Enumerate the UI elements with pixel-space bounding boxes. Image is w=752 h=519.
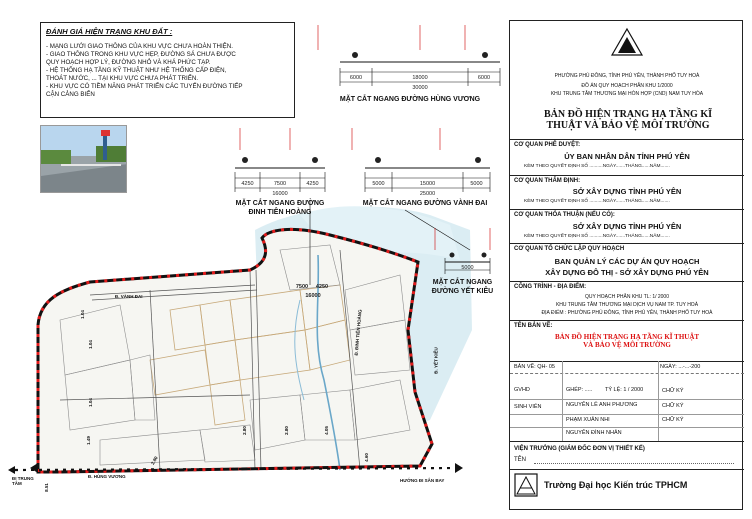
section-label-hung-vuong: MẶT CẮT NGANG ĐƯỜNG HÙNG VƯƠNG [339, 96, 481, 103]
org-value-2: XÂY DỰNG ĐÔ THỊ - SỞ XÂY DỰNG PHÚ YÊN [545, 268, 709, 277]
student-name-2: PHẠM XUÂN NHI [566, 417, 610, 423]
vd-dim-3: 5000 [470, 181, 483, 187]
sign-label: CHỮ KÝ [662, 403, 684, 409]
section-label-yet-kieu [420, 278, 505, 296]
student-name-3: NGUYỄN ĐÌNH NHÂN [566, 430, 622, 436]
row-separator [510, 441, 744, 442]
row-separator [510, 361, 744, 362]
th-dim-3: 4250 [306, 181, 319, 187]
row-separator [510, 139, 744, 140]
row-separator [510, 414, 744, 415]
section-label-vanh-dai: MẶT CẮT NGANG ĐƯỜNG VÀNH ĐAI [362, 200, 488, 207]
org-value-1: BAN QUẢN LÝ CÁC DỰ ÁN QUY HOẠCH [554, 257, 700, 266]
section-label-tien-hoang-1: MẶT CẮT NGANG ĐƯỜNG [235, 200, 325, 207]
lot-code: 2.80 [150, 455, 159, 466]
map-dim-7500: 7500 [295, 284, 309, 290]
col-separator [658, 361, 659, 441]
th-dim-total: 16000 [272, 191, 288, 197]
lot-code: 4.60 [363, 453, 369, 462]
ghep-label: GHÉP: ..... [566, 387, 593, 393]
row-separator [510, 373, 744, 374]
section-label-tien-hoang-2: ĐINH TIÊN HOÀNG [248, 209, 312, 216]
approve-label: CƠ QUAN PHÊ DUYỆT: [514, 142, 581, 148]
row-separator [510, 320, 744, 321]
section-label-yet-kieu-2: ĐƯỜNG YẾT KIÊU [431, 288, 494, 295]
hv-dim-total: 30000 [412, 85, 428, 91]
emblem-icon [610, 27, 644, 57]
sign-label: CHỮ KÝ [662, 388, 684, 394]
hv-dim-3: 6000 [477, 75, 491, 81]
road-label-hung-vuong: Đ. HÙNG VƯƠNG [88, 474, 126, 479]
road-label-vanh-dai: Đ. VÀNH ĐAI [115, 294, 143, 299]
lot-code: 2.80 [241, 426, 247, 435]
th-dim-1: 4250 [241, 181, 254, 187]
sign-label: CHỮ KÝ [662, 417, 684, 423]
lot-code: 4.05 [323, 426, 329, 435]
row-separator [510, 469, 744, 470]
drawing-label: TÊN BẢN VẼ: [514, 323, 553, 329]
lot-code: 2.80 [283, 426, 289, 435]
yk-dim-1: 5000 [461, 265, 474, 271]
project-label: CÔNG TRÌNH - ĐỊA ĐIỂM: [514, 284, 587, 290]
section-label-tien-hoang [220, 199, 340, 217]
header-area: KHU TRUNG TÂM THƯƠNG MẠI HÒN HỢP (CND) NAM TUY HÒA [550, 91, 704, 97]
student-name-1: NGUYỄN LÊ ANH PHƯƠNG [566, 402, 638, 408]
sheet-date: NGÀY: ...-...-200 [660, 364, 701, 370]
lot-code: 1.04 [79, 310, 85, 319]
sheet-number: BẢN VẼ: QH- 05 [514, 364, 555, 370]
project-line-3: ĐỊA ĐIỂM : PHƯỜNG PHÚ ĐÔNG, TỈNH PHÚ YÊN, THÀNH PHỐ TUY HOÀ [541, 310, 713, 316]
street-photo-image [41, 126, 127, 193]
agree-sub: KÈM THEO QUYẾT ĐỊNH SỐ ..........NGÀY.......THÁNG......NĂM....... [524, 234, 670, 239]
assessment-title: ĐÁNH GIÁ HIỆN TRẠNG KHU ĐẤT : [46, 27, 173, 36]
row-separator [510, 427, 744, 428]
drawing-title-1: BẢN ĐỒ HIỆN TRẠNG HẠ TẦNG KĨ THUẬT [554, 333, 700, 341]
row-separator [510, 209, 744, 210]
vd-dim-total: 25000 [419, 191, 436, 197]
th-dim-2: 7500 [273, 181, 287, 187]
appraise-sub: KÈM THEO QUYẾT ĐỊNH SỐ ..........NGÀY.......THÁNG......NĂM....... [524, 199, 670, 204]
assessment-box [40, 22, 295, 118]
project-line-1: QUY HOẠCH PHÂN KHU TL: 1/ 2000 [584, 294, 669, 300]
agree-label: CƠ QUAN THỎA THUẬN (NẾU CÓ): [514, 212, 615, 218]
dean-name-line [534, 463, 734, 464]
hv-dim-2: 18000 [412, 75, 428, 81]
row-separator [510, 399, 744, 400]
title-block [509, 20, 743, 510]
map-dim-16000: 16000 [305, 293, 321, 299]
section-label-yet-kieu-1: MẶT CẮT NGANG [432, 279, 493, 286]
drawing-title-2: VÀ BẢO VỆ MÔI TRƯỜNG [583, 341, 671, 349]
map-dim-4250: 4250 [315, 284, 329, 290]
row-separator [510, 281, 744, 282]
gvhd-label: GVHD [514, 387, 530, 393]
hv-dim-1: 6000 [349, 75, 363, 81]
student-label: SINH VIÊN [514, 404, 542, 410]
assessment-line: - KHU VỰC CÓ TIỀM NĂNG PHÁT TRIỂN CÁC TUYẾN ĐƯỜNG TIẾP [46, 83, 243, 90]
lot-code: 1.04 [87, 340, 93, 349]
scale-label: TỶ LỆ: 1 / 2000 [605, 387, 644, 393]
org-label: CƠ QUAN TỔ CHỨC LẬP QUY HOẠCH [514, 246, 625, 252]
assessment-line: - GIAO THÔNG TRONG KHU VỰC HẸP, ĐƯỜNG SÁ CHƯA ĐƯỢC [46, 51, 236, 58]
appraise-label: CƠ QUAN THẨM ĐỊNH: [514, 178, 581, 184]
street-photo [40, 125, 127, 193]
appraise-value: SỞ XÂY DỰNG TỈNH PHÚ YÊN [572, 187, 682, 196]
dean-label: VIỆN TRƯỞNG (GIÁM ĐỐC ĐƠN VỊ THIẾT KẾ) [514, 446, 645, 452]
header-project: ĐỒ ÁN QUY HOẠCH PHÂN KHU 1/2000 [581, 83, 673, 89]
row-separator [510, 243, 744, 244]
road-label-san-bay: HƯỚNG ĐI SÂN BAY [400, 478, 445, 483]
school-name: Trường Đại học Kiến trúc TPHCM [544, 480, 688, 490]
col-separator [562, 361, 563, 441]
road-label-tien-hoang: Đ. ĐINH TIÊN HOÀNG [353, 309, 363, 356]
lot-code: 8.51 [43, 483, 49, 492]
assessment-line: - MẠNG LƯỚI GIAO THÔNG CỦA KHU VỰC CHƯA HOÀN THIỆN. [46, 43, 233, 50]
vd-dim-1: 5000 [372, 181, 385, 187]
dean-name-label: TÊN [514, 457, 526, 463]
main-title: BẢN ĐỒ HIỆN TRẠNG HẠ TẦNG KĨ THUẬT VÀ BẢO VỆ MÔI TRƯỜNG [544, 109, 712, 131]
lot-code: 1.04 [87, 398, 93, 407]
assessment-line: QUY HOẠCH HỢP LÝ, ĐƯỜNG NHỎ VÀ KHÁ PHỨC TẠP. [46, 59, 211, 66]
approve-value: ỦY BAN NHÂN DÂN TỈNH PHÚ YÊN [564, 152, 690, 161]
header-location: PHƯỜNG PHÚ ĐÔNG, TỈNH PHÚ YÊN, THÀNH PHỐ TUY HOÀ [554, 73, 700, 79]
site-land [38, 229, 432, 472]
assessment-line: CẬN CẢNG BIỂN [46, 91, 95, 98]
vd-dim-2: 15000 [419, 181, 436, 187]
assessment-line: THOÁT NƯỚC, ... TẠI KHU VỰC CHƯA PHÁT TRIỂN. [46, 75, 199, 82]
road-label-yet-kieu: Đ. YẾT KIÊU [433, 347, 439, 374]
assessment-line: - HỆ THỐNG HẠ TẦNG KỸ THUẬT NHƯ HỆ THỐNG CẤP ĐIỆN, [46, 67, 227, 74]
agree-value: SỞ XÂY DỰNG TỈNH PHÚ YÊN [572, 222, 682, 231]
school-logo-icon [514, 473, 538, 497]
row-separator [510, 175, 744, 176]
lot-code: 1.49 [85, 436, 91, 445]
project-line-2: KHU TRUNG TÂM THƯƠNG MẠI DỊCH VỤ NAM TP. TUY HOÀ [555, 302, 699, 308]
approve-sub: KÈM THEO QUYẾT ĐỊNH SỐ ..........NGÀY.......THÁNG......NĂM....... [524, 164, 670, 169]
road-label-trung-tam: ĐI TRUNG TÂM [12, 476, 34, 486]
